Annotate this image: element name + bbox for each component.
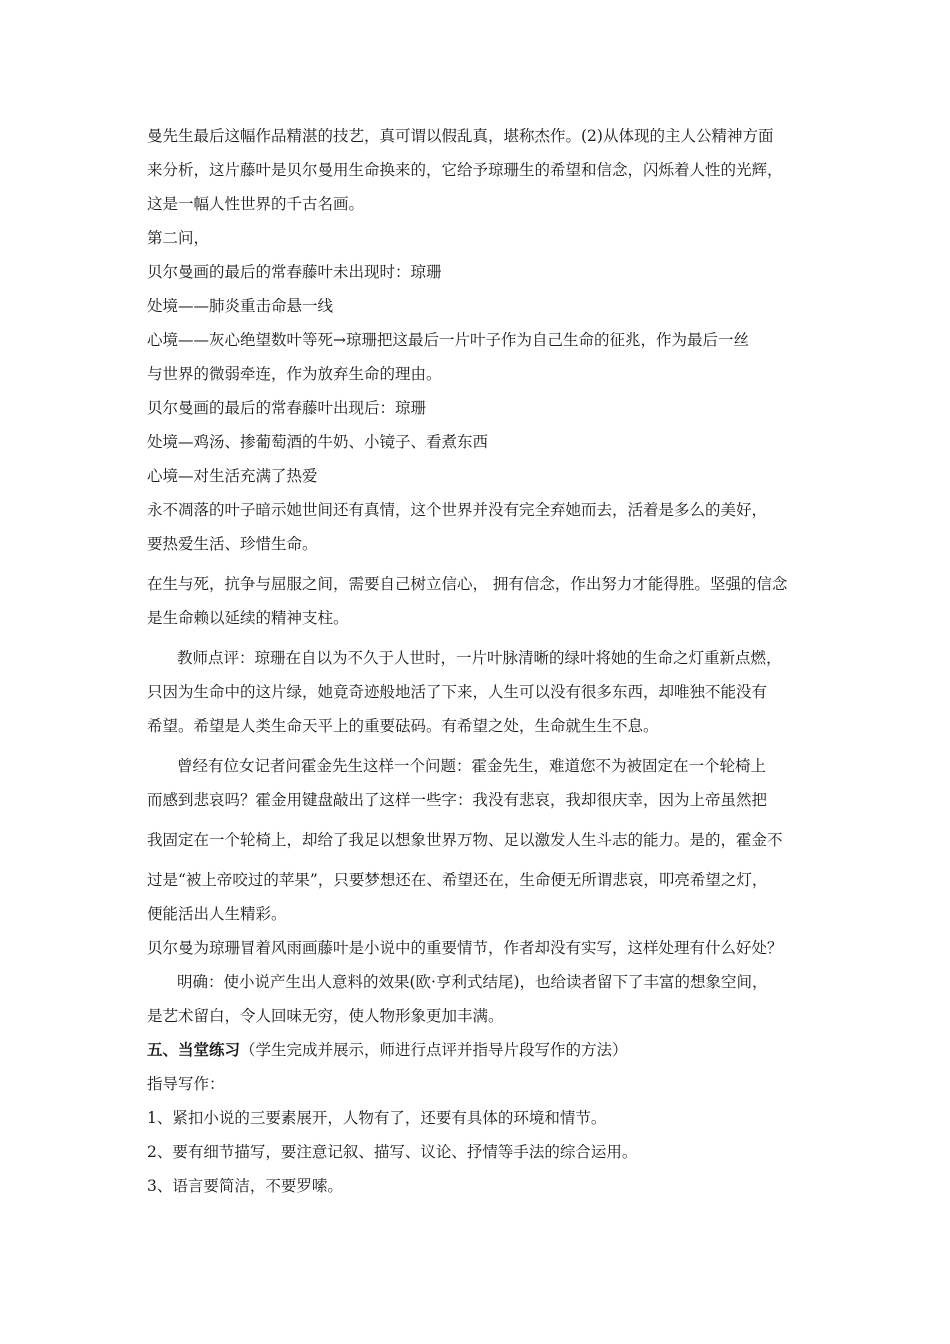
guide-item: 3、语言要简洁，不要罗嗦。 <box>147 1177 343 1195</box>
section-five-heading <box>147 1040 628 1060</box>
paragraph-line: 来分析，这片藤叶是贝尔曼用生命换来的，它给予琼珊生的希望和信念，闪烁着人性的光辉， <box>147 161 783 179</box>
before-mood-line: 与世界的微弱牵连，作为放弃生命的理由。 <box>147 365 442 383</box>
hawking-line: 过是“被上帝咬过的苹果”，只要梦想还在、希望还在，生命便无所谓悲哀，叩亮希望之灯， <box>147 871 768 889</box>
hawking-line: 我固定在一个轮椅上，却给了我足以想象世界万物、足以激发人生斗志的能力。是的，霍金不 <box>147 831 783 849</box>
section-five-title: 五、当堂练习 <box>147 1040 241 1059</box>
teacher-comment-line: 希望。希望是人类生命天平上的重要砝码。有希望之处，生命就生生不息。 <box>147 717 659 735</box>
hawking-line: 曾经有位女记者问霍金先生这样一个问题：霍金先生，难道您不为被固定在一个轮椅上 <box>177 757 767 775</box>
question-three: 贝尔曼为琼珊冒着风雨画藤叶是小说中的重要情节，作者却没有实写，这样处理有什么好处？ <box>147 939 783 957</box>
before-heading: 贝尔曼画的最后的常春藤叶未出现时：琼珊 <box>147 263 442 281</box>
teacher-comment-line: 教师点评：琼珊在自以为不久于人世时，一片叶脉清晰的绿叶将她的生命之灯重新点燃， <box>177 649 782 667</box>
paragraph-line: 这是一幅人性世界的千古名画。 <box>147 195 365 213</box>
answer-line: 明确：使小说产生出人意料的效果(欧·亨利式结尾)，也给读者留下了丰富的想象空间， <box>177 973 768 991</box>
before-situation: 处境——肺炎重击命悬一线 <box>147 297 334 315</box>
leaf-meaning-line: 要热爱生活、珍惜生命。 <box>147 535 318 553</box>
section-five-note: （学生完成并展示，师进行点评并指导片段写作的方法） <box>240 1041 628 1059</box>
teacher-comment-line: 只因为生命中的这片绿，她竟奇迹般地活了下来，人生可以没有很多东西，却唯独不能没有 <box>147 683 768 701</box>
after-heading: 贝尔曼画的最后的常春藤叶出现后：琼珊 <box>147 399 427 417</box>
paragraph-line: 曼先生最后这幅作品精湛的技艺，真可谓以假乱真，堪称杰作。(2)从体现的主人公精神方面 <box>147 127 774 145</box>
after-situation: 处境—鸡汤、掺葡萄酒的牛奶、小镜子、看煮东西 <box>147 433 489 451</box>
hawking-line: 便能活出人生精彩。 <box>147 905 287 923</box>
before-mood-line: 心境——灰心绝望数叶等死→琼珊把这最后一片叶子作为自己生命的征兆，作为最后一丝 <box>147 331 749 349</box>
question-heading: 第二问， <box>147 229 210 247</box>
after-mood: 心境—对生活充满了热爱 <box>147 467 318 485</box>
guide-item: 2、要有细节描写，要注意记叙、描写、议论、抒情等手法的综合运用。 <box>147 1143 638 1161</box>
leaf-meaning-line: 永不凋落的叶子暗示她世间还有真情，这个世界并没有完全弃她而去，活着是多么的美好， <box>147 501 768 519</box>
belief-line: 是生命赖以延续的精神支柱。 <box>147 609 349 627</box>
answer-line: 是艺术留白，令人回味无穷，使人物形象更加丰满。 <box>147 1007 504 1025</box>
hawking-line: 而感到悲哀吗？霍金用键盘敲出了这样一些字：我没有悲哀，我却很庆幸，因为上帝虽然把 <box>147 791 768 809</box>
guide-heading: 指导写作： <box>147 1075 225 1093</box>
guide-item: 1、紧扣小说的三要素展开，人物有了，还要有具体的环境和情节。 <box>147 1109 607 1127</box>
belief-line: 在生与死，抗争与屈服之间，需要自己树立信心， 拥有信念，作出努力才能得胜。坚强的信念 <box>147 575 788 593</box>
